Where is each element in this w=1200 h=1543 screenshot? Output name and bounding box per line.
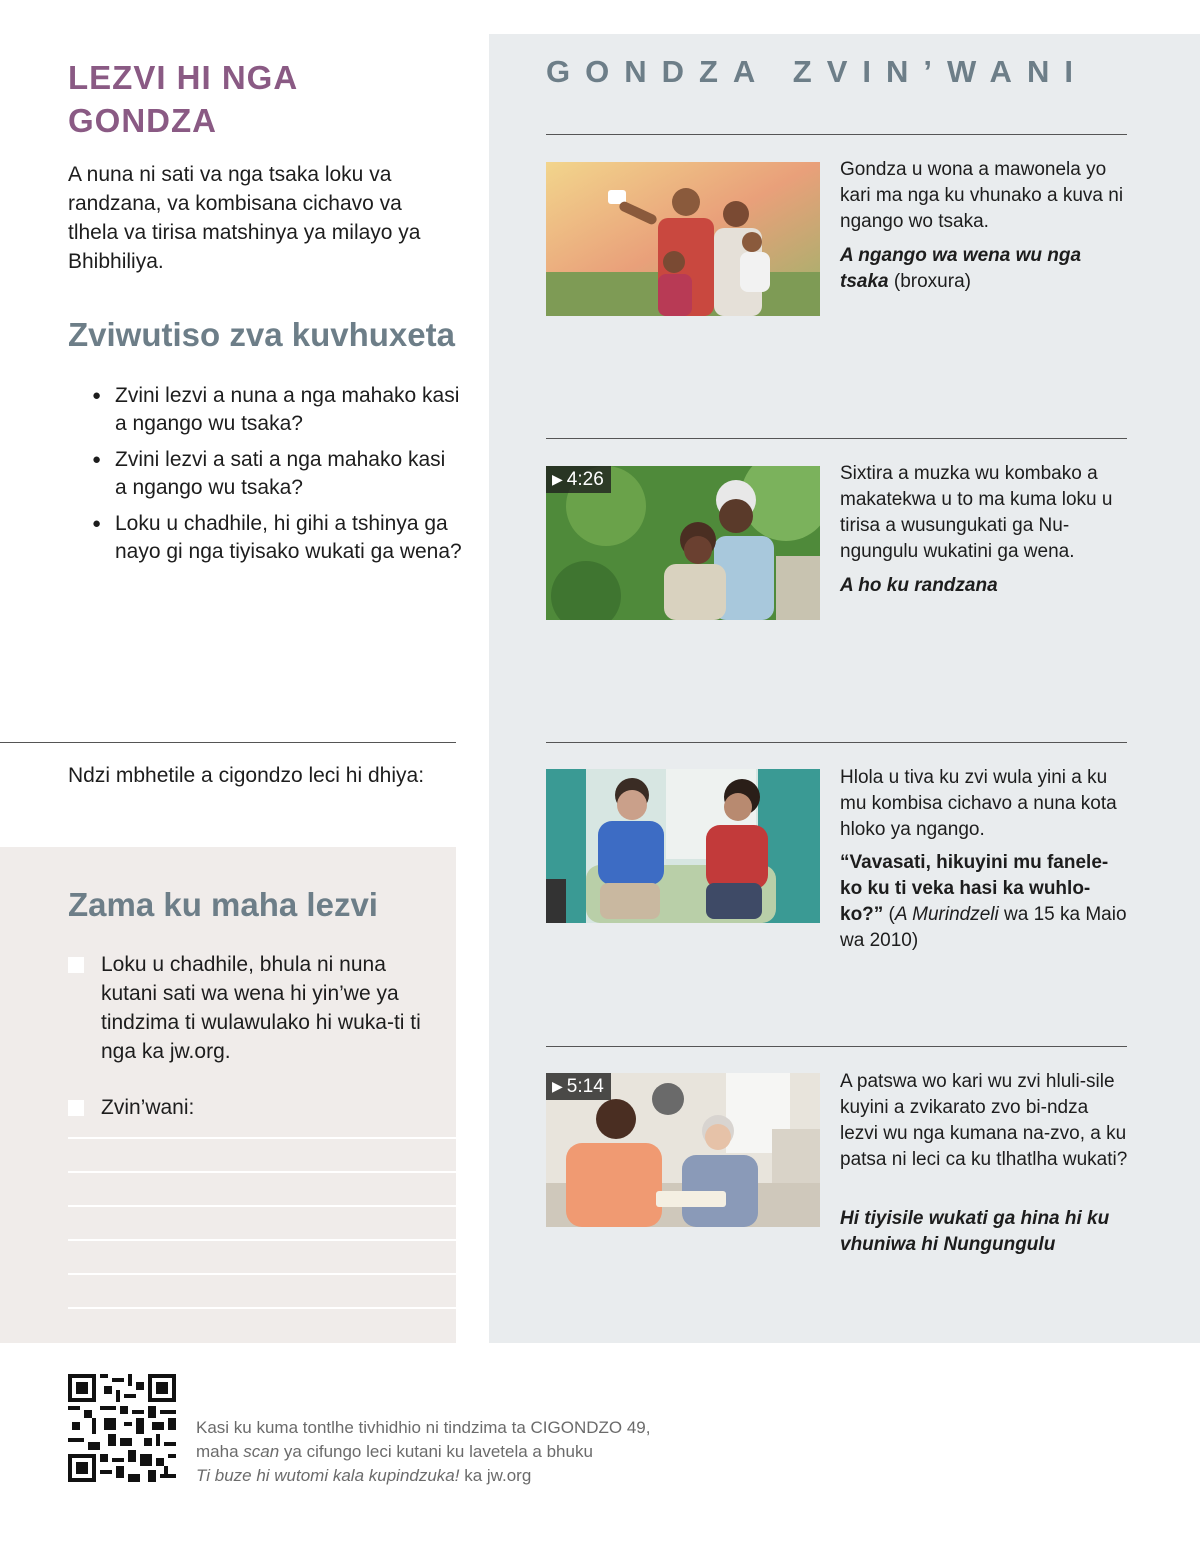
intro-paragraph: A nuna ni sati va nga tsaka loku va randzana, va kombisana cichavo va tlhela va tirisa matshinya ya milayo ya Bhibhiliya. bbox=[68, 163, 421, 273]
writing-line[interactable] bbox=[68, 1239, 456, 1241]
item-reference[interactable] bbox=[840, 573, 1130, 599]
footer-line-2-start: maha bbox=[196, 1442, 244, 1461]
footer-scan-word: scan bbox=[243, 1442, 280, 1461]
reference-title[interactable]: Hi tiyisile wukati ga hina hi ku vhuniwa hi Nungungulu bbox=[840, 1208, 1110, 1255]
item-reference[interactable] bbox=[840, 243, 1130, 295]
todo-item-text: Zvin’wani: bbox=[101, 1096, 195, 1119]
todo-item bbox=[68, 950, 438, 1066]
writing-line[interactable] bbox=[68, 1137, 456, 1139]
question-item: ● Zvini lezvi a sati a nga mahako kasi a ngango wu tsaka? bbox=[92, 446, 462, 502]
divider bbox=[0, 742, 456, 743]
item-description: Hlola u tiva ku zvi wula yini a ku mu kombisa cichavo a nuna kota hloko ya ngango. bbox=[840, 767, 1117, 840]
reference-source: A Murindzeli bbox=[894, 904, 999, 925]
reference-type: (broxura) bbox=[888, 271, 971, 292]
question-item: ● Zvini lezvi a nuna a nga mahako kasi a ngango wu tsaka? bbox=[92, 382, 462, 438]
video-duration: 4:26 bbox=[566, 469, 604, 490]
conversation-photo-thumbnail[interactable] bbox=[546, 769, 820, 923]
page-title: LEZVI HI NGA GONDZA bbox=[68, 59, 297, 139]
questions-heading: Zviwutiso zva kuvhuxeta bbox=[68, 316, 455, 353]
play-icon: ▶ bbox=[552, 471, 563, 487]
reference-paren: ( bbox=[883, 904, 895, 925]
writing-line[interactable] bbox=[68, 1205, 456, 1207]
studied-date-label: Ndzi mbhetile a cigondzo leci hi dhiya: bbox=[68, 764, 425, 787]
todo-item bbox=[68, 1093, 438, 1122]
question-item: ● Loku u chadhile, hi gihi a tshinya ga nayo gi nga tiyisako wukati ga wena? bbox=[92, 510, 462, 566]
video-duration-badge bbox=[546, 466, 611, 493]
qr-code-icon[interactable] bbox=[68, 1374, 176, 1482]
questions-list bbox=[92, 382, 462, 574]
divider bbox=[546, 134, 1127, 135]
video-duration-badge bbox=[546, 1073, 611, 1100]
footer-line-2-end: ya cifungo leci kutani ku lavetela a bhuku bbox=[279, 1442, 593, 1461]
item-description: Gondza u wona a mawonela yo kari ma nga ku vhunako a kuva ni ngango wo tsaka. bbox=[840, 159, 1124, 232]
writing-line[interactable] bbox=[68, 1307, 456, 1309]
reference-date: wa 15 ka Maio wa 2010) bbox=[840, 904, 1127, 951]
item-reference[interactable] bbox=[840, 850, 1130, 954]
todo-item-text: Loku u chadhile, bhula ni nuna kutani sati wa wena hi yin’we ya tindzima ti wulawulako hi wuka-ti ti nga ka jw.org. bbox=[101, 953, 421, 1063]
footer-line-1: Kasi ku kuma tontlhe tivhidhio ni tindzima ta CIGONDZO 49, bbox=[196, 1418, 651, 1437]
writing-line[interactable] bbox=[68, 1273, 456, 1275]
checkbox[interactable] bbox=[68, 1100, 84, 1116]
todo-heading: Zama ku maha lezvi bbox=[68, 886, 378, 923]
play-icon: ▶ bbox=[552, 1078, 563, 1094]
video-duration: 5:14 bbox=[566, 1076, 604, 1097]
item-reference[interactable] bbox=[840, 1206, 1130, 1258]
family-photo-thumbnail[interactable] bbox=[546, 162, 820, 316]
learn-more-heading: GONDZA ZVIN’WANI bbox=[546, 54, 1088, 89]
divider bbox=[546, 1046, 1127, 1047]
reference-title[interactable]: A ho ku randzana bbox=[840, 575, 998, 596]
footer-book-title[interactable]: Ti buze hi wutomi kala kupindzuka! bbox=[196, 1466, 460, 1485]
footer-note bbox=[196, 1416, 796, 1488]
item-description: A patswa wo kari wu zvi hluli-sile kuyini a zvikarato zvo bi-ndza lezvi wu nga kumana na-zvo, a ku patsa ni leci ca ku tlhatlha wukati? bbox=[840, 1071, 1128, 1170]
couple-video-thumbnail[interactable] bbox=[546, 466, 820, 620]
reference-title[interactable]: “Vavasati, hikuyini mu fanele-ko ku ti veka hasi ka wuhlo-ko?” bbox=[840, 852, 1109, 925]
reading-video-thumbnail[interactable] bbox=[546, 1073, 820, 1227]
checkbox[interactable] bbox=[68, 957, 84, 973]
divider bbox=[546, 438, 1127, 439]
footer-site: ka jw.org bbox=[459, 1466, 532, 1485]
item-description: Sixtira a muzka wu kombako a makatekwa u to ma kuma loku u tirisa a wusungukati ga Nu-ngungulu wukatini ga wena. bbox=[840, 463, 1113, 562]
divider bbox=[546, 742, 1127, 743]
reference-title[interactable]: A ngango wa wena wu nga tsaka bbox=[840, 245, 1082, 292]
writing-line[interactable] bbox=[68, 1171, 456, 1173]
family-photo-icon bbox=[546, 162, 820, 316]
conversation-photo-icon bbox=[546, 769, 820, 923]
